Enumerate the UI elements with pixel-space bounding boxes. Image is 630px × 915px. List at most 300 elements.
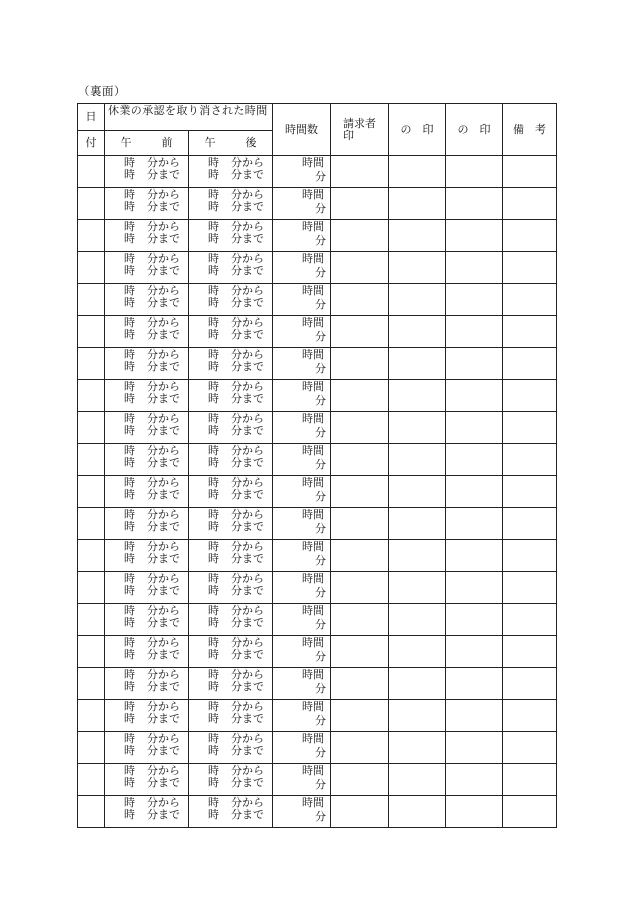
hours-count-cell[interactable] xyxy=(273,380,331,412)
from-label: 分から xyxy=(231,412,264,425)
remarks-cell[interactable] xyxy=(503,220,557,252)
stamp-2-cell[interactable] xyxy=(446,380,503,412)
am-time-cell[interactable] xyxy=(105,252,189,284)
hour-label: 時 xyxy=(124,796,135,809)
hours-count-cell[interactable] xyxy=(273,732,331,764)
stamp-1-cell[interactable] xyxy=(389,412,446,444)
pm-time-cell[interactable] xyxy=(189,380,273,412)
hour-label: 時 xyxy=(124,647,135,661)
am-time-cell[interactable] xyxy=(105,412,189,444)
until-label: 分まで xyxy=(147,327,180,341)
requester-seal-cell[interactable] xyxy=(331,700,389,732)
stamp-2-cell[interactable] xyxy=(446,284,503,316)
hour-label: 時 xyxy=(208,444,219,457)
stamp-2-cell[interactable] xyxy=(446,444,503,476)
stamp-1-cell[interactable] xyxy=(389,476,446,508)
table-row xyxy=(78,284,557,316)
hour-label: 時 xyxy=(124,711,135,725)
date-cell[interactable] xyxy=(78,636,105,668)
stamp-1-cell[interactable] xyxy=(389,636,446,668)
hours-count-cell[interactable] xyxy=(273,188,331,220)
pm-time-cell[interactable] xyxy=(189,540,273,572)
requester-seal-cell[interactable] xyxy=(331,156,389,188)
hours-label: 時間 xyxy=(302,604,325,617)
requester-seal-cell[interactable] xyxy=(331,732,389,764)
am-time-cell[interactable] xyxy=(105,476,189,508)
from-label: 分から xyxy=(147,220,180,233)
requester-seal-cell[interactable] xyxy=(331,380,389,412)
requester-seal-cell[interactable] xyxy=(331,764,389,796)
pm-time-cell[interactable] xyxy=(189,796,273,828)
until-label: 分まで xyxy=(147,743,180,757)
until-label: 分まで xyxy=(231,615,264,629)
from-label: 分から xyxy=(231,284,264,297)
am-time-cell[interactable] xyxy=(105,796,189,828)
hours-count-cell[interactable] xyxy=(273,668,331,700)
hours-count-cell[interactable] xyxy=(273,700,331,732)
hours-count-cell[interactable] xyxy=(273,444,331,476)
hour-label: 時 xyxy=(208,156,219,169)
stamp-1-cell[interactable] xyxy=(389,380,446,412)
requester-seal-cell[interactable] xyxy=(331,604,389,636)
from-label: 分から xyxy=(231,796,264,809)
am-time-cell[interactable] xyxy=(105,700,189,732)
hour-label: 時 xyxy=(208,540,219,553)
from-label: 分から xyxy=(231,636,264,649)
requester-seal-cell[interactable] xyxy=(331,412,389,444)
requester-seal-cell[interactable] xyxy=(331,316,389,348)
hours-count-cell[interactable] xyxy=(273,412,331,444)
date-cell[interactable] xyxy=(78,316,105,348)
from-label: 分から xyxy=(231,252,264,265)
am-time-cell[interactable] xyxy=(105,668,189,700)
stamp-2-cell[interactable] xyxy=(446,540,503,572)
header-requester-seal-line1: 請求者 xyxy=(343,116,377,130)
hour-label: 時 xyxy=(208,476,219,489)
date-cell[interactable] xyxy=(78,572,105,604)
stamp-1-cell[interactable] xyxy=(389,540,446,572)
hours-label: 時間 xyxy=(302,572,325,585)
stamp-1-cell[interactable] xyxy=(389,188,446,220)
hours-count-cell[interactable] xyxy=(273,156,331,188)
hours-count-cell[interactable] xyxy=(273,764,331,796)
until-label: 分まで xyxy=(231,519,264,533)
hour-label: 時 xyxy=(208,231,219,245)
pm-time-cell[interactable] xyxy=(189,668,273,700)
requester-seal-cell[interactable] xyxy=(331,348,389,380)
am-time-cell[interactable] xyxy=(105,380,189,412)
remarks-cell[interactable] xyxy=(503,604,557,636)
hour-label: 時 xyxy=(124,188,135,201)
requester-seal-cell[interactable] xyxy=(331,540,389,572)
until-label: 分まで xyxy=(231,679,264,693)
pm-time-cell[interactable] xyxy=(189,252,273,284)
pm-time-cell[interactable] xyxy=(189,604,273,636)
hours-count-cell[interactable] xyxy=(273,604,331,636)
hour-label: 時 xyxy=(208,412,219,425)
hours-count-cell[interactable] xyxy=(273,636,331,668)
table-row xyxy=(78,380,557,412)
requester-seal-cell[interactable] xyxy=(331,284,389,316)
stamp-2-cell[interactable] xyxy=(446,700,503,732)
remarks-cell[interactable] xyxy=(503,348,557,380)
until-label: 分まで xyxy=(147,583,180,597)
date-cell[interactable] xyxy=(78,796,105,828)
remarks-cell[interactable] xyxy=(503,668,557,700)
from-label: 分から xyxy=(147,604,180,617)
hour-label: 時 xyxy=(124,327,135,341)
hours-label: 時間 xyxy=(302,700,325,713)
remarks-cell[interactable] xyxy=(503,252,557,284)
stamp-2-cell[interactable] xyxy=(446,796,503,828)
hour-label: 時 xyxy=(124,519,135,533)
stamp-2-cell[interactable] xyxy=(446,156,503,188)
remarks-cell[interactable] xyxy=(503,508,557,540)
until-label: 分まで xyxy=(147,455,180,469)
until-label: 分まで xyxy=(231,391,264,405)
header-requester-seal-line2: 印 xyxy=(343,128,355,142)
minutes-label: 分 xyxy=(315,522,327,535)
remarks-cell[interactable] xyxy=(503,796,557,828)
table-row xyxy=(78,700,557,732)
hour-label: 時 xyxy=(124,679,135,693)
until-label: 分まで xyxy=(147,391,180,405)
remarks-cell[interactable] xyxy=(503,732,557,764)
table-row xyxy=(78,636,557,668)
hours-label: 時間 xyxy=(302,348,325,361)
hour-label: 時 xyxy=(124,199,135,213)
hour-label: 時 xyxy=(208,764,219,777)
hour-label: 時 xyxy=(208,455,219,469)
stamp-1-cell[interactable] xyxy=(389,668,446,700)
am-time-cell[interactable] xyxy=(105,348,189,380)
hour-label: 時 xyxy=(124,540,135,553)
hours-count-cell[interactable] xyxy=(273,796,331,828)
remarks-cell[interactable] xyxy=(503,540,557,572)
table-row xyxy=(78,348,557,380)
stamp-1-cell[interactable] xyxy=(389,284,446,316)
minutes-label: 分 xyxy=(315,234,327,247)
until-label: 分まで xyxy=(147,487,180,501)
hours-count-cell[interactable] xyxy=(273,252,331,284)
remarks-cell[interactable] xyxy=(503,764,557,796)
date-cell[interactable] xyxy=(78,188,105,220)
stamp-2-cell[interactable] xyxy=(446,572,503,604)
hours-label: 時間 xyxy=(302,156,325,169)
from-label: 分から xyxy=(147,156,180,169)
am-time-cell[interactable] xyxy=(105,540,189,572)
from-label: 分から xyxy=(147,764,180,777)
stamp-1-cell[interactable] xyxy=(389,252,446,284)
stamp-2-cell[interactable] xyxy=(446,348,503,380)
stamp-2-cell[interactable] xyxy=(446,764,503,796)
date-cell[interactable] xyxy=(78,444,105,476)
hours-label: 時間 xyxy=(302,444,325,457)
stamp-2-cell[interactable] xyxy=(446,636,503,668)
pm-time-cell[interactable] xyxy=(189,316,273,348)
requester-seal-cell[interactable] xyxy=(331,188,389,220)
pm-time-cell[interactable] xyxy=(189,188,273,220)
table-row xyxy=(78,156,557,188)
header-remarks: 備 考 xyxy=(503,104,557,156)
am-time-cell[interactable] xyxy=(105,284,189,316)
pm-time-cell[interactable] xyxy=(189,284,273,316)
from-label: 分から xyxy=(147,732,180,745)
from-label: 分から xyxy=(147,572,180,585)
requester-seal-cell[interactable] xyxy=(331,508,389,540)
remarks-cell[interactable] xyxy=(503,380,557,412)
hours-count-cell[interactable] xyxy=(273,508,331,540)
am-time-cell[interactable] xyxy=(105,572,189,604)
until-label: 分まで xyxy=(231,551,264,565)
requester-seal-cell[interactable] xyxy=(331,220,389,252)
requester-seal-cell[interactable] xyxy=(331,252,389,284)
until-label: 分まで xyxy=(231,199,264,213)
hour-label: 時 xyxy=(208,700,219,713)
date-cell[interactable] xyxy=(78,700,105,732)
minutes-label: 分 xyxy=(315,362,327,375)
from-label: 分から xyxy=(147,348,180,361)
stamp-1-cell[interactable] xyxy=(389,572,446,604)
hours-count-cell[interactable] xyxy=(273,572,331,604)
remarks-cell[interactable] xyxy=(503,572,557,604)
minutes-label: 分 xyxy=(315,554,327,567)
pm-time-cell[interactable] xyxy=(189,220,273,252)
minutes-label: 分 xyxy=(315,426,327,439)
header-stamp-1: の 印 xyxy=(389,104,446,156)
table-row xyxy=(78,540,557,572)
am-time-cell[interactable] xyxy=(105,764,189,796)
hours-label: 時間 xyxy=(302,476,325,489)
am-time-cell[interactable] xyxy=(105,444,189,476)
date-cell[interactable] xyxy=(78,668,105,700)
minutes-label: 分 xyxy=(315,618,327,631)
stamp-2-cell[interactable] xyxy=(446,476,503,508)
header-requester-seal xyxy=(331,104,389,156)
stamp-2-cell[interactable] xyxy=(446,732,503,764)
hour-label: 時 xyxy=(124,455,135,469)
from-label: 分から xyxy=(231,604,264,617)
pm-time-cell[interactable] xyxy=(189,156,273,188)
until-label: 分まで xyxy=(231,775,264,789)
date-cell[interactable] xyxy=(78,476,105,508)
until-label: 分まで xyxy=(147,615,180,629)
until-label: 分まで xyxy=(147,295,180,309)
date-cell[interactable] xyxy=(78,732,105,764)
until-label: 分まで xyxy=(147,199,180,213)
hour-label: 時 xyxy=(208,668,219,681)
table-row xyxy=(78,572,557,604)
date-cell[interactable] xyxy=(78,252,105,284)
header-am xyxy=(105,131,189,156)
remarks-cell[interactable] xyxy=(503,284,557,316)
am-time-cell[interactable] xyxy=(105,220,189,252)
requester-seal-cell[interactable] xyxy=(331,444,389,476)
remarks-cell[interactable] xyxy=(503,700,557,732)
hour-label: 時 xyxy=(124,508,135,521)
until-label: 分まで xyxy=(231,295,264,309)
hours-count-cell[interactable] xyxy=(273,540,331,572)
hour-label: 時 xyxy=(124,668,135,681)
hour-label: 時 xyxy=(124,167,135,181)
hour-label: 時 xyxy=(124,604,135,617)
minutes-label: 分 xyxy=(315,490,327,503)
stamp-1-cell[interactable] xyxy=(389,604,446,636)
date-cell[interactable] xyxy=(78,508,105,540)
minutes-label: 分 xyxy=(315,714,327,727)
remarks-cell[interactable] xyxy=(503,188,557,220)
pm-time-cell[interactable] xyxy=(189,476,273,508)
hours-count-cell[interactable] xyxy=(273,284,331,316)
date-cell[interactable] xyxy=(78,156,105,188)
header-hours-count: 時間数 xyxy=(273,104,331,156)
date-cell[interactable] xyxy=(78,604,105,636)
from-label: 分から xyxy=(231,220,264,233)
until-label: 分まで xyxy=(147,679,180,693)
minutes-label: 分 xyxy=(315,170,327,183)
from-label: 分から xyxy=(147,508,180,521)
hours-label: 時間 xyxy=(302,412,325,425)
pm-time-cell[interactable] xyxy=(189,572,273,604)
from-label: 分から xyxy=(231,700,264,713)
date-cell[interactable] xyxy=(78,540,105,572)
table-row xyxy=(78,508,557,540)
hours-label: 時間 xyxy=(302,220,325,233)
am-time-cell[interactable] xyxy=(105,636,189,668)
minutes-label: 分 xyxy=(315,458,327,471)
hour-label: 時 xyxy=(208,199,219,213)
pm-time-cell[interactable] xyxy=(189,412,273,444)
from-label: 分から xyxy=(147,188,180,201)
date-cell[interactable] xyxy=(78,220,105,252)
stamp-2-cell[interactable] xyxy=(446,220,503,252)
stamp-1-cell[interactable] xyxy=(389,348,446,380)
pm-time-cell[interactable] xyxy=(189,700,273,732)
hour-label: 時 xyxy=(208,167,219,181)
pm-time-cell[interactable] xyxy=(189,764,273,796)
am-time-cell[interactable] xyxy=(105,732,189,764)
hour-label: 時 xyxy=(124,700,135,713)
stamp-2-cell[interactable] xyxy=(446,508,503,540)
date-cell[interactable] xyxy=(78,348,105,380)
stamp-1-cell[interactable] xyxy=(389,220,446,252)
pm-time-cell[interactable] xyxy=(189,636,273,668)
table-row xyxy=(78,444,557,476)
hour-label: 時 xyxy=(124,551,135,565)
stamp-1-cell[interactable] xyxy=(389,700,446,732)
from-label: 分から xyxy=(147,284,180,297)
header-row-1 xyxy=(78,104,557,131)
date-cell[interactable] xyxy=(78,284,105,316)
stamp-1-cell[interactable] xyxy=(389,508,446,540)
hour-label: 時 xyxy=(124,156,135,169)
hour-label: 時 xyxy=(124,412,135,425)
requester-seal-cell[interactable] xyxy=(331,572,389,604)
remarks-cell[interactable] xyxy=(503,476,557,508)
date-cell[interactable] xyxy=(78,412,105,444)
header-pm-left: 午 xyxy=(204,136,216,149)
am-time-cell[interactable] xyxy=(105,604,189,636)
hour-label: 時 xyxy=(208,732,219,745)
stamp-1-cell[interactable] xyxy=(389,156,446,188)
stamp-2-cell[interactable] xyxy=(446,316,503,348)
remarks-cell[interactable] xyxy=(503,412,557,444)
stamp-1-cell[interactable] xyxy=(389,796,446,828)
hour-label: 時 xyxy=(208,604,219,617)
from-label: 分から xyxy=(231,188,264,201)
header-pm xyxy=(189,131,273,156)
table-row xyxy=(78,668,557,700)
pm-time-cell[interactable] xyxy=(189,444,273,476)
from-label: 分から xyxy=(147,380,180,393)
hour-label: 時 xyxy=(208,327,219,341)
hour-label: 時 xyxy=(208,348,219,361)
pm-time-cell[interactable] xyxy=(189,348,273,380)
remarks-cell[interactable] xyxy=(503,316,557,348)
stamp-2-cell[interactable] xyxy=(446,252,503,284)
remarks-cell[interactable] xyxy=(503,156,557,188)
until-label: 分まで xyxy=(147,807,180,821)
hours-count-cell[interactable] xyxy=(273,348,331,380)
hour-label: 時 xyxy=(208,572,219,585)
from-label: 分から xyxy=(147,796,180,809)
minutes-label: 分 xyxy=(315,778,327,791)
from-label: 分から xyxy=(231,764,264,777)
stamp-1-cell[interactable] xyxy=(389,316,446,348)
hours-label: 時間 xyxy=(302,636,325,649)
requester-seal-cell[interactable] xyxy=(331,476,389,508)
hours-label: 時間 xyxy=(302,508,325,521)
requester-seal-cell[interactable] xyxy=(331,636,389,668)
from-label: 分から xyxy=(147,636,180,649)
am-time-cell[interactable] xyxy=(105,156,189,188)
pm-time-cell[interactable] xyxy=(189,508,273,540)
remarks-cell[interactable] xyxy=(503,636,557,668)
hour-label: 時 xyxy=(208,423,219,437)
stamp-2-cell[interactable] xyxy=(446,668,503,700)
hour-label: 時 xyxy=(208,380,219,393)
header-day-bottom: 付 xyxy=(78,131,105,156)
remarks-cell[interactable] xyxy=(503,444,557,476)
hours-count-cell[interactable] xyxy=(273,476,331,508)
requester-seal-cell[interactable] xyxy=(331,668,389,700)
am-time-cell[interactable] xyxy=(105,188,189,220)
stamp-1-cell[interactable] xyxy=(389,444,446,476)
from-label: 分から xyxy=(231,476,264,489)
am-time-cell[interactable] xyxy=(105,316,189,348)
am-time-cell[interactable] xyxy=(105,508,189,540)
stamp-2-cell[interactable] xyxy=(446,412,503,444)
header-stamp-2: の 印 xyxy=(446,104,503,156)
requester-seal-cell[interactable] xyxy=(331,796,389,828)
hours-label: 時間 xyxy=(302,188,325,201)
hour-label: 時 xyxy=(124,359,135,373)
date-cell[interactable] xyxy=(78,380,105,412)
header-day-top: 日 xyxy=(78,104,105,131)
until-label: 分まで xyxy=(231,327,264,341)
hour-label: 時 xyxy=(208,807,219,821)
hour-label: 時 xyxy=(124,220,135,233)
hours-count-cell[interactable] xyxy=(273,220,331,252)
stamp-2-cell[interactable] xyxy=(446,188,503,220)
stamp-1-cell[interactable] xyxy=(389,764,446,796)
stamp-2-cell[interactable] xyxy=(446,604,503,636)
hour-label: 時 xyxy=(208,775,219,789)
date-cell[interactable] xyxy=(78,764,105,796)
stamp-1-cell[interactable] xyxy=(389,732,446,764)
hours-count-cell[interactable] xyxy=(273,316,331,348)
pm-time-cell[interactable] xyxy=(189,732,273,764)
